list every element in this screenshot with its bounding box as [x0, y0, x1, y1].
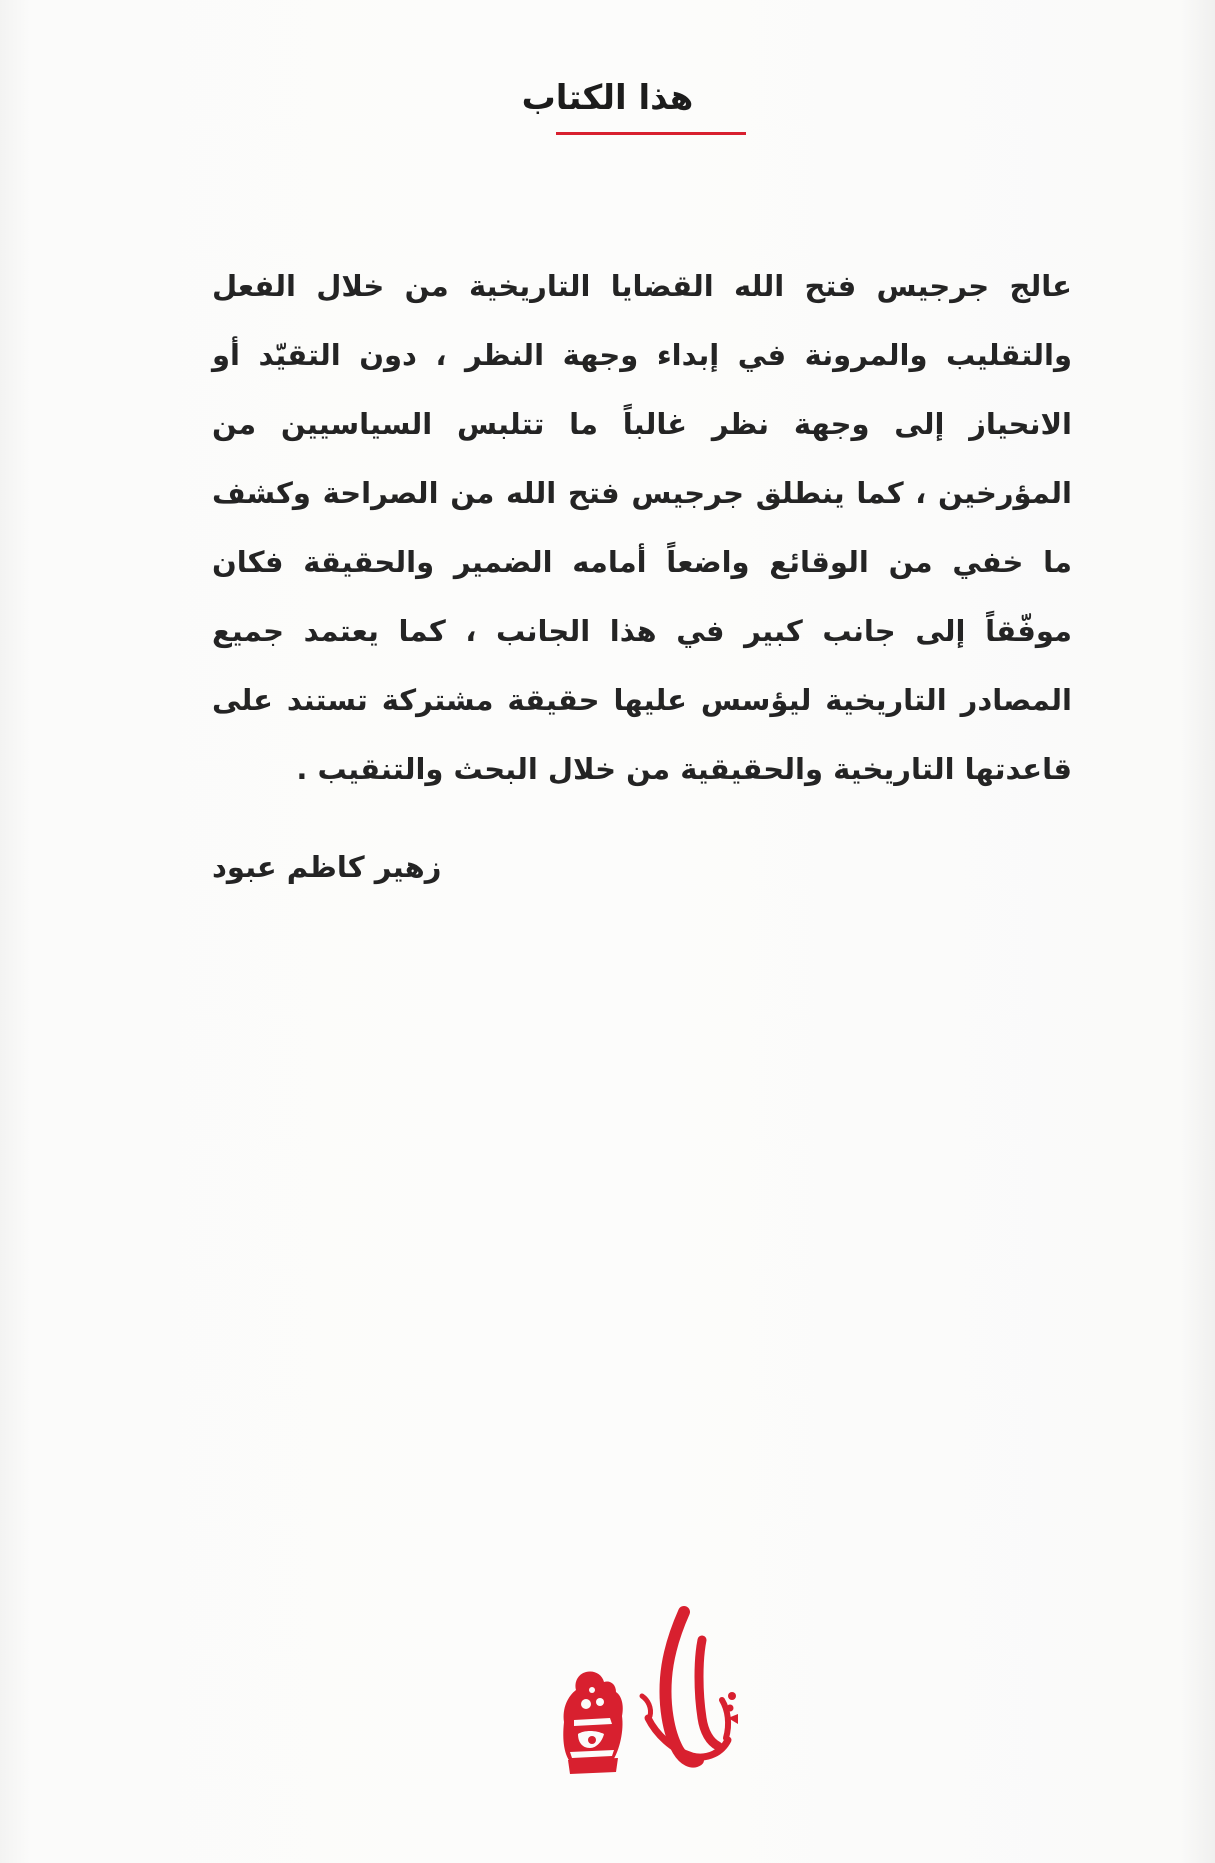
book-description-paragraph: عالج جرجيس فتح الله القضايا التاريخية من خلال الفعل والتقليب والمرونة في إبداء وجهة النظر ، دون التقيّد أو الانحياز إلى وجهة نظر غالباً ما تتلبس السياسيين من المؤرخين ، كما ينطلق جرجيس فتح الله من الصراحة وكشف ما خفي من الوقائع واضعاً أمامه الضمير والحقيقة فكان موفّقاً إلى جانب كبير في هذا الجانب ، كما يعتمد جميع المصادر التاريخية ليؤسس عليها حقيقة مشتركة تستند على قاعدتها التاريخية والحقيقية من خلال البحث والتنقيب . [212, 269, 1072, 786]
page-title: هذا الكتاب [521, 78, 694, 118]
publisher-logo-icon [552, 1600, 742, 1780]
author-name: زهير كاظم عبود [212, 850, 442, 884]
title-underline [556, 132, 746, 135]
